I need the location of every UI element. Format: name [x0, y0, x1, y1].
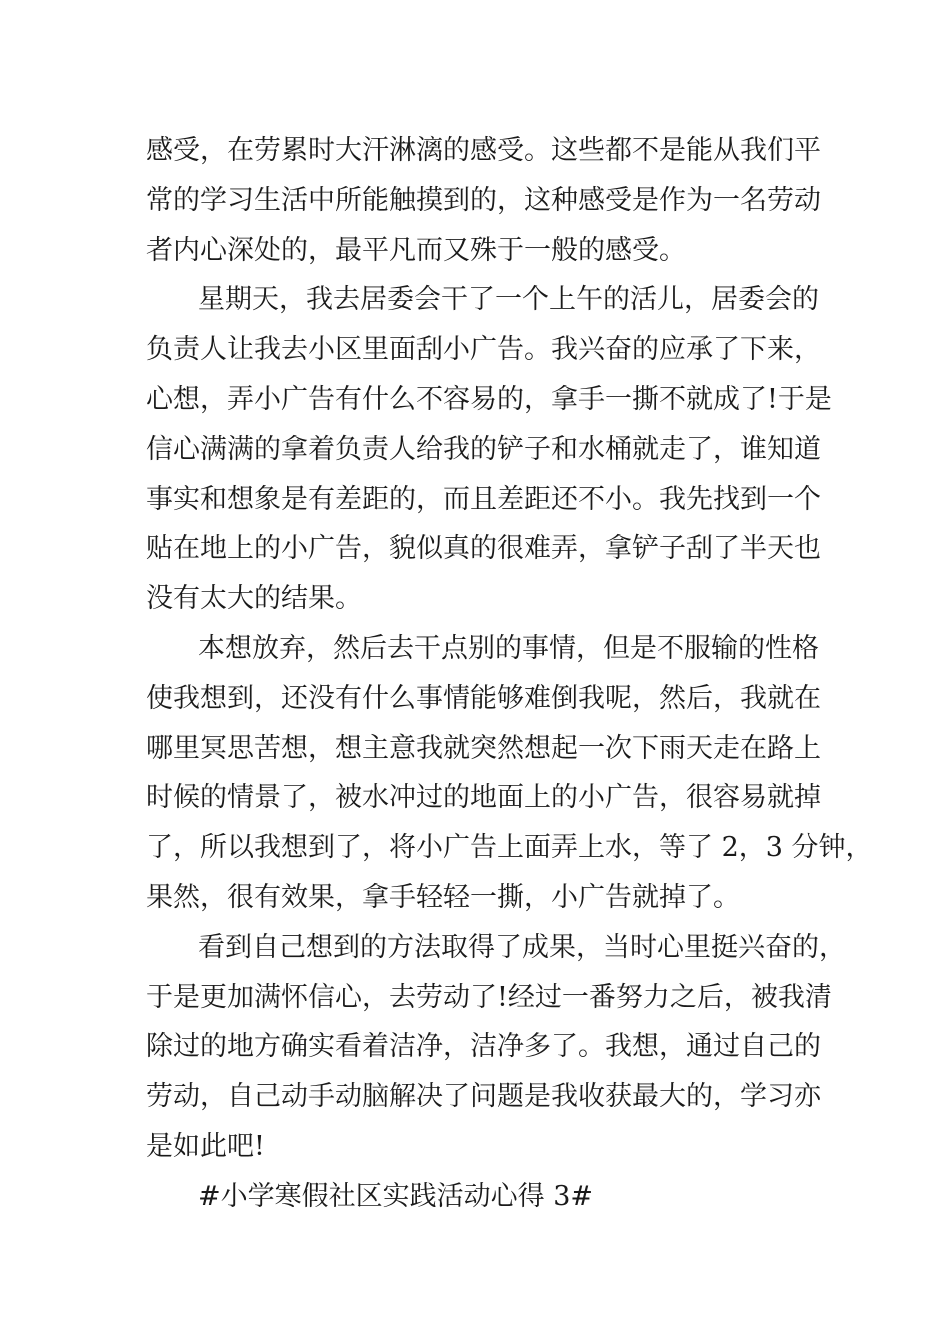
text-line: 星期天，我去居委会干了一个上午的活儿，居委会的: [198, 284, 819, 316]
paragraph: [146, 126, 821, 275]
text-line: 事实和想象是有差距的，而且差距还不小。我先找到一个: [146, 483, 821, 515]
paragraph: [146, 1172, 810, 1222]
text-line: 心想，弄小广告有什么不容易的，拿手一撕不就成了!于是: [146, 383, 832, 415]
text-line: 者内心深处的，最平凡而又殊于一般的感受。: [146, 234, 686, 266]
text-line: 时候的情景了，被水冲过的地面上的小广告，很容易就掉: [146, 782, 821, 814]
text-line: 了，所以我想到了，将小广告上面弄上水，等了 2，3 分钟，: [146, 832, 873, 864]
text-line: 看到自己想到的方法取得了成果，当时心里挺兴奋的，: [198, 931, 846, 963]
text-line: 于是更加满怀信心，去劳动了!经过一番努力之后，被我清: [146, 981, 832, 1013]
text-line: 使我想到，还没有什么事情能够难倒我呢，然后，我就在: [146, 682, 821, 714]
text-line: 感受，在劳累时大汗淋漓的感受。这些都不是能从我们平: [146, 135, 821, 166]
text-line: 哪里冥思苦想，想主意我就突然想起一次下雨天走在路上: [146, 732, 821, 764]
document-body: [146, 126, 873, 1222]
text-line: 是如此吧!: [146, 1130, 265, 1162]
text-line: 常的学习生活中所能触摸到的，这种感受是作为一名劳动: [146, 184, 821, 216]
paragraph: [146, 275, 832, 624]
text-line: 果然，很有效果，拿手轻轻一撕，小广告就掉了。: [146, 881, 740, 913]
text-line: 本想放弃，然后去干点别的事情，但是不服输的性格: [198, 632, 819, 664]
text-line: 没有太大的结果。: [146, 583, 362, 615]
paragraph: [146, 923, 846, 1172]
text-line: 信心满满的拿着负责人给我的铲子和水桶就走了，谁知道: [146, 433, 821, 465]
text-line: #小学寒假社区实践活动心得 3#: [198, 1180, 594, 1212]
text-line: 负责人让我去小区里面刮小广告。我兴奋的应承了下来，: [146, 334, 821, 366]
text-line: 劳动，自己动手动脑解决了问题是我收获最大的，学习亦: [146, 1081, 821, 1113]
text-line: 贴在地上的小广告，貌似真的很难弄，拿铲子刮了半天也: [146, 533, 821, 565]
paragraph: [146, 624, 873, 923]
text-line: 除过的地方确实看着洁净，洁净多了。我想，通过自己的: [146, 1031, 821, 1063]
